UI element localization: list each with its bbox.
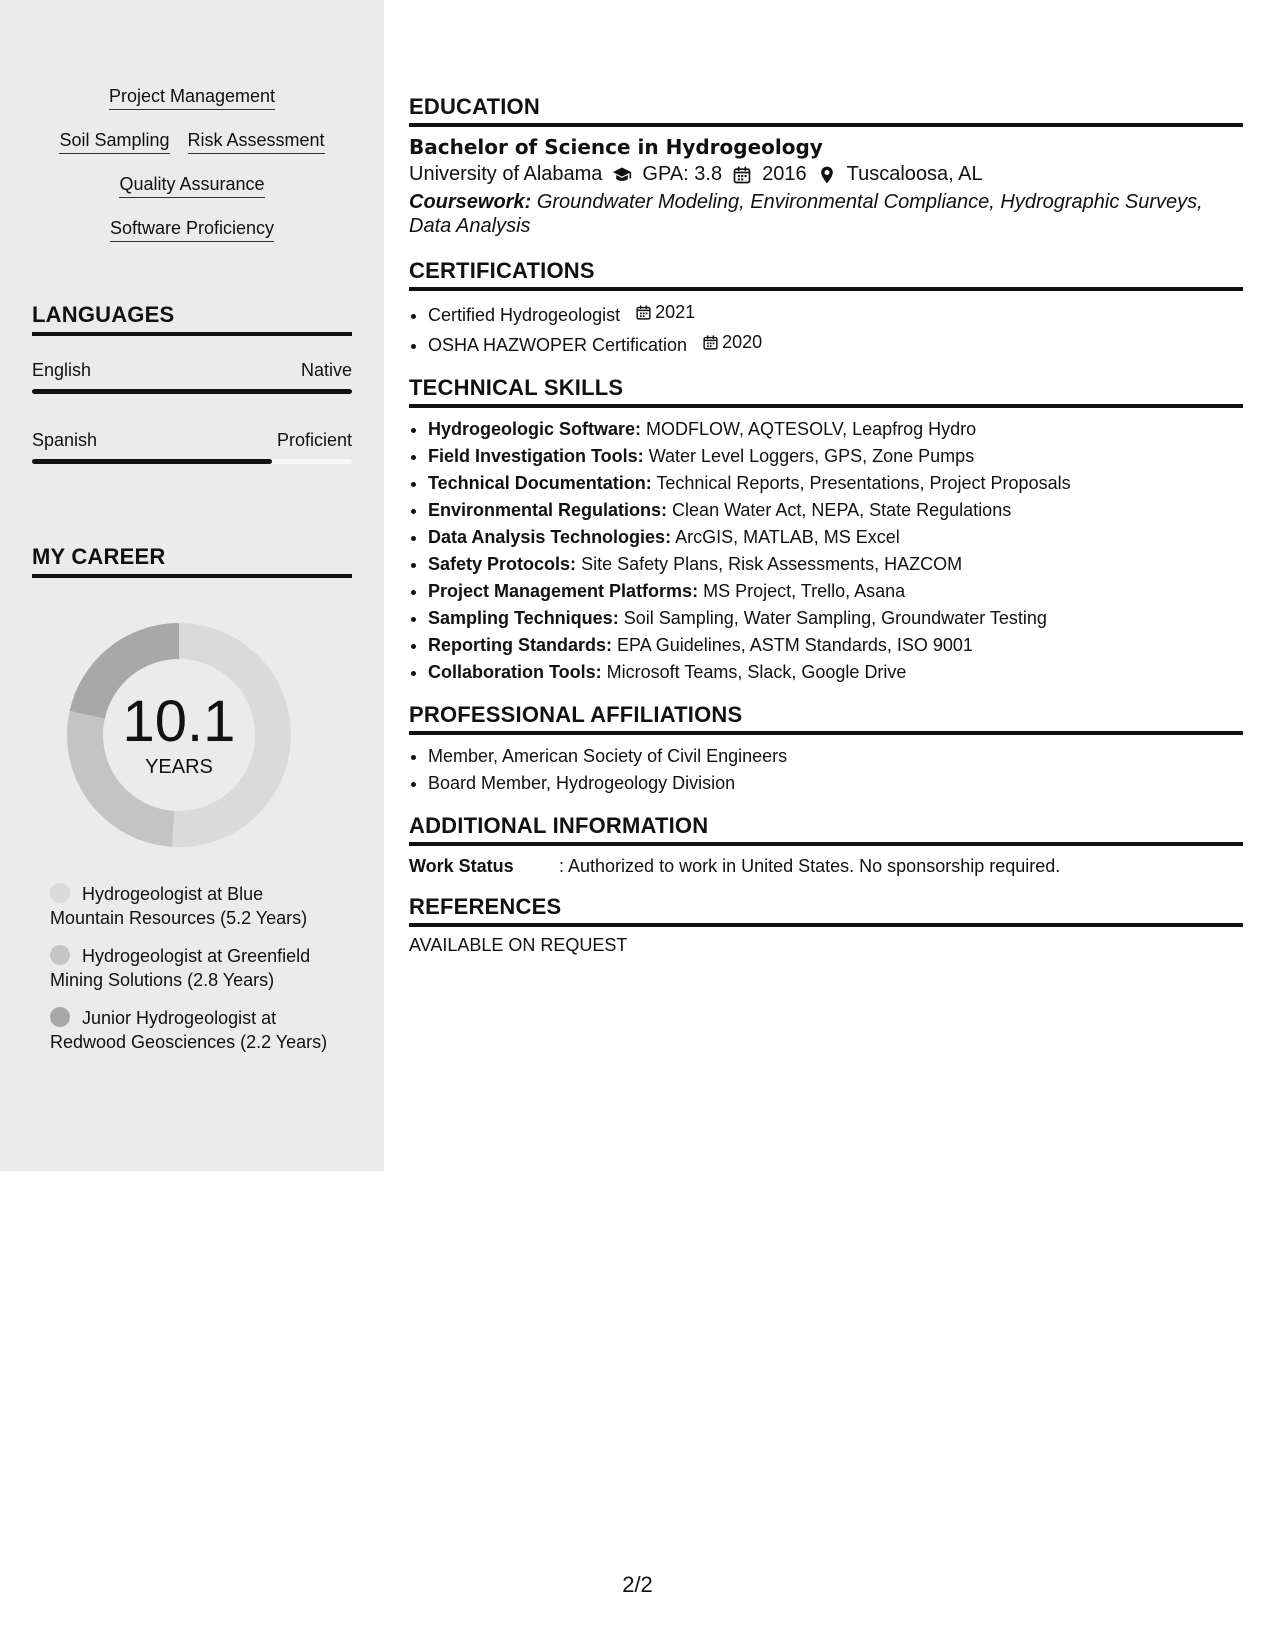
legend-dot — [50, 883, 70, 903]
language-name: Spanish — [32, 430, 98, 450]
list-item: • Safety Protocols: Site Safety Plans, Risk Assessments, HAZCOM — [428, 551, 1243, 578]
certifications-heading: CERTIFICATIONS — [409, 258, 1243, 291]
calendar-icon — [732, 165, 752, 185]
certifications-list — [409, 299, 1243, 359]
school-name: University of Alabama — [409, 163, 603, 185]
coursework — [409, 190, 1243, 238]
career-legend-item: Junior Hydrogeologist at Redwood Geosciences (2.2 Years) — [50, 1008, 328, 1052]
skill-tag: Quality Assurance — [119, 174, 264, 198]
language-name: English — [32, 360, 92, 380]
list-item: • Project Management Platforms: MS Project, Trello, Asana — [428, 578, 1243, 605]
calendar-icon — [635, 304, 652, 321]
work-status-value: : Authorized to work in United States. No sponsorship required. — [559, 856, 1061, 876]
graduation-cap-icon — [612, 165, 632, 185]
legend-dot — [50, 945, 70, 965]
technical-skills-heading: TECHNICAL SKILLS — [409, 375, 1243, 408]
references-text: AVAILABLE ON REQUEST — [409, 935, 628, 955]
graduation-year: 2016 — [762, 163, 807, 185]
list-item: • Board Member, Hydrogeology Division — [428, 770, 1243, 797]
list-item: • Member, American Society of Civil Engineers — [428, 743, 1243, 770]
list-item: • Certified Hydrogeologist 2021 — [428, 299, 1243, 329]
proficiency-fill — [32, 459, 272, 464]
list-item: • Data Analysis Technologies: ArcGIS, MATLAB, MS Excel — [428, 524, 1243, 551]
affiliations-heading: PROFESSIONAL AFFILIATIONS — [409, 702, 1243, 735]
legend-dot — [50, 1007, 70, 1027]
language-proficiency-bar — [32, 459, 352, 464]
gpa: GPA: 3.8 — [642, 163, 723, 185]
language-proficiency-bar — [32, 389, 352, 394]
school-location: Tuscaloosa, AL — [846, 163, 983, 185]
coursework-label: Coursework: — [409, 191, 532, 213]
list-item: • Sampling Techniques: Soil Sampling, Water Sampling, Groundwater Testing — [428, 605, 1243, 632]
skills-tags — [0, 86, 384, 262]
list-item: • Technical Documentation: Technical Reports, Presentations, Project Proposals — [428, 470, 1243, 497]
education-heading: EDUCATION — [409, 94, 1243, 127]
skill-tag: Project Management — [109, 86, 275, 110]
list-item: • OSHA HAZWOPER Certification 2020 — [428, 329, 1243, 359]
work-status-row — [409, 854, 1243, 878]
language-spanish — [32, 430, 352, 464]
skill-tag: Risk Assessment — [188, 130, 325, 154]
proficiency-fill — [32, 389, 352, 394]
career-legend — [50, 882, 340, 1068]
main-content — [409, 94, 1243, 956]
career-legend-item: Hydrogeologist at Greenfield Mining Solutions (2.8 Years) — [50, 946, 311, 990]
references-heading: REFERENCES — [409, 894, 1243, 927]
additional-info-heading: ADDITIONAL INFORMATION — [409, 813, 1243, 846]
list-item: • Reporting Standards: EPA Guidelines, ASTM Standards, ISO 9001 — [428, 632, 1243, 659]
list-item: • Environmental Regulations: Clean Water Act, NEPA, State Regulations — [428, 497, 1243, 524]
calendar-icon — [702, 334, 719, 351]
work-status-label: Work Status — [409, 856, 514, 876]
languages-heading: LANGUAGES — [32, 302, 352, 336]
cert-year: 2021 — [655, 302, 696, 322]
list-item: • Collaboration Tools: Microsoft Teams, Slack, Google Drive — [428, 659, 1243, 686]
list-item: • Field Investigation Tools: Water Level Loggers, GPS, Zone Pumps — [428, 443, 1243, 470]
degree-title: Bachelor of Science in Hydrogeology — [409, 135, 823, 159]
cert-year: 2020 — [722, 332, 763, 352]
skill-tag: Software Proficiency — [110, 218, 274, 242]
education-details — [409, 163, 1243, 186]
coursework-list: Groundwater Modeling, Environmental Compliance, Hydrographic Surveys, Data Analysis — [409, 191, 1203, 237]
skill-tag: Soil Sampling — [59, 130, 169, 154]
map-pin-icon — [817, 165, 837, 185]
career-heading: MY CAREER — [32, 544, 352, 578]
technical-skills-list — [409, 416, 1243, 686]
language-level: Native — [300, 360, 352, 380]
affiliations-list — [409, 743, 1243, 797]
career-years-label: YEARS — [145, 756, 213, 778]
language-english — [32, 360, 352, 394]
career-legend-item: Hydrogeologist at Blue Mountain Resources (5.2 Years) — [50, 884, 308, 928]
list-item: • Hydrogeologic Software: MODFLOW, AQTESOLV, Leapfrog Hydro — [428, 416, 1243, 443]
language-level: Proficient — [276, 430, 352, 450]
sidebar — [0, 0, 384, 1171]
career-total-years: 10.1 — [122, 689, 236, 754]
page-number: 2/2 — [622, 1572, 653, 1597]
